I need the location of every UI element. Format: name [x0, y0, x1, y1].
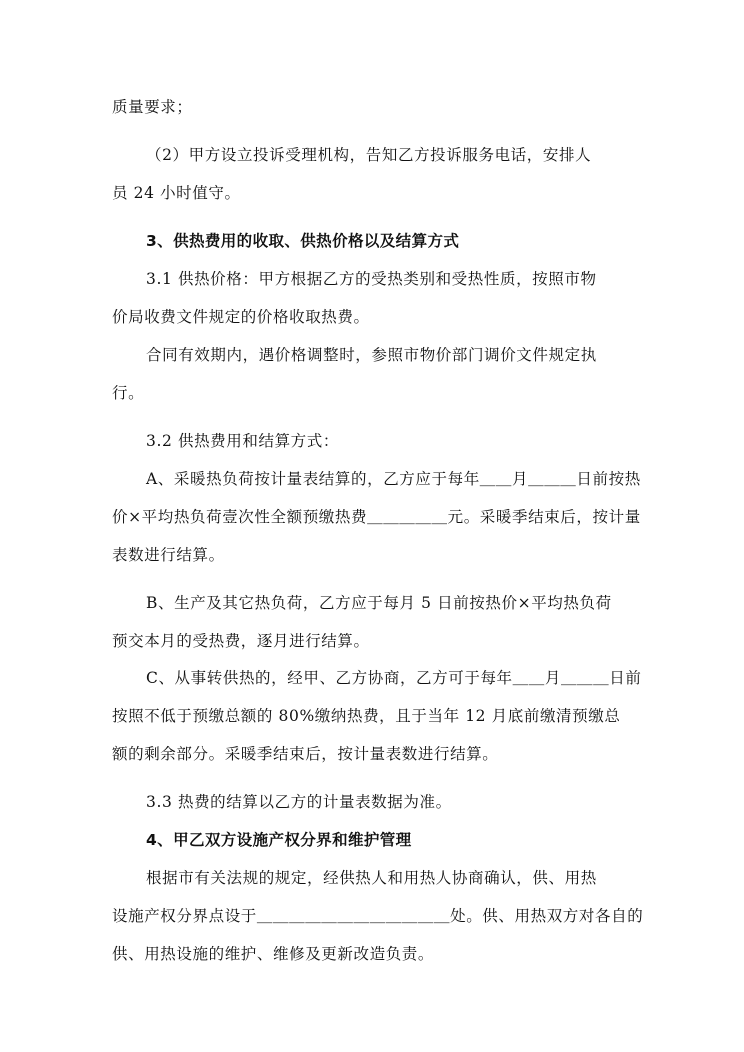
text-line-quality-requirement: 质量要求；: [112, 98, 193, 116]
text-line-price-adjust-a: 合同有效期内，遇价格调整时，参照市物价部门调价文件规定执: [146, 346, 597, 364]
section-heading-4: 4、甲乙双方设施产权分界和维护管理: [146, 831, 412, 849]
text-line-c-3: 额的剩余部分。采暖季结束后，按计量表数进行结算。: [112, 745, 499, 763]
text-line-4-1: 根据市有关法规的规定，经供热人和用热人协商确认，供、用热: [146, 869, 597, 887]
text-line-3-3: 3.3 热费的结算以乙方的计量表数据为准。: [146, 793, 452, 811]
text-line-c-1: C、从事转供热的，经甲、乙方协商，乙方可于每年＿＿月＿＿＿日前: [146, 669, 642, 687]
text-line-3-1-b: 价局收费文件规定的价格收取热费。: [112, 308, 370, 326]
text-line-complaint-1: （2）甲方设立投诉受理机构，告知乙方投诉服务电话，安排人: [146, 146, 592, 164]
text-line-a-2: 价×平均热负荷壹次性全额预缴热费＿＿＿＿＿元。采暖季结束后，按计量: [112, 508, 641, 526]
text-line-a-3: 表数进行结算。: [112, 546, 225, 564]
section-heading-3: 3、供热费用的收取、供热价格以及结算方式: [146, 232, 460, 250]
text-line-a-1: A、采暖热负荷按计量表结算的，乙方应于每年＿＿月＿＿＿日前按热: [146, 470, 641, 488]
text-line-3-2: 3.2 供热费用和结算方式：: [146, 432, 339, 450]
text-line-c-2: 按照不低于预缴总额的 80%缴纳热费，且于当年 12 月底前缴清预缴总: [112, 707, 621, 725]
text-line-3-1-a: 3.1 供热价格：甲方根据乙方的受热类别和受热性质，按照市物: [146, 270, 597, 288]
text-line-b-2: 预交本月的受热费，逐月进行结算。: [112, 632, 370, 650]
text-line-price-adjust-b: 行。: [112, 384, 145, 402]
text-line-4-2: 设施产权分界点设于＿＿＿＿＿＿＿＿＿＿＿＿处。供、用热双方对各自的: [112, 907, 644, 925]
text-line-4-3: 供、用热设施的维护、维修及更新改造负责。: [112, 945, 435, 963]
text-line-b-1: B、生产及其它热负荷，乙方应于每月 5 日前按热价×平均热负荷: [146, 594, 612, 612]
text-line-complaint-2: 员 24 小时值守。: [112, 184, 241, 202]
